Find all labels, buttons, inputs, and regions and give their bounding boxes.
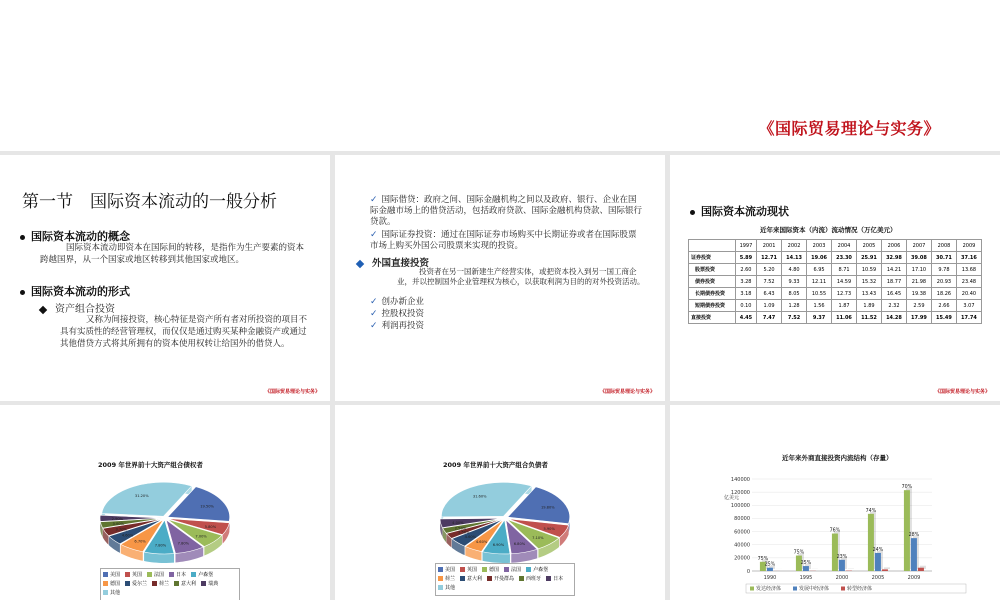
- table-row-label: 直接投资: [689, 312, 736, 324]
- legend-swatch: [519, 576, 524, 581]
- legend-swatch: [125, 581, 130, 586]
- y-tick-label: 80000: [734, 516, 750, 523]
- y-tick-label: 60000: [734, 529, 750, 536]
- legend-label: 法国: [511, 567, 522, 573]
- legend-label: 法国: [154, 572, 165, 578]
- slide-thumbnail-6[interactable]: [670, 405, 1000, 600]
- bar-data-label: 75%: [757, 556, 769, 562]
- chart-title: 近年来外商直接投资内流结构（存量）: [782, 454, 893, 462]
- pie-slice-label: 31.20%: [134, 493, 149, 498]
- legend-swatch: [487, 576, 492, 581]
- legend-label: 意大利: [467, 576, 483, 582]
- legend-swatch: [546, 576, 551, 581]
- legend-label: 爱尔兰: [132, 581, 148, 587]
- bar-data-label: 75%: [793, 550, 805, 556]
- legend-swatch: [482, 567, 487, 572]
- table-cell: 30.71: [931, 252, 956, 264]
- pie-slice-label: 5.90%: [543, 526, 555, 531]
- pie-slice-label: 7.10%: [532, 536, 544, 541]
- table-year-cell: 2003: [807, 240, 832, 252]
- table-row-label: 债券投资: [689, 276, 736, 288]
- bar-data-label: 25%: [764, 562, 776, 568]
- bar: [882, 569, 888, 571]
- legend-swatch: [460, 567, 465, 572]
- legend-label: 德国: [489, 567, 500, 573]
- table-cell: 13.43: [857, 288, 882, 300]
- legend-swatch: [103, 590, 108, 595]
- table-cell: 19.38: [906, 288, 931, 300]
- legend-swatch: [103, 572, 108, 577]
- table-row-label: 短期债券投资: [689, 300, 736, 312]
- forms-title: 国际资本流动的形式: [20, 283, 130, 299]
- y-tick-label: 100000: [730, 503, 750, 510]
- pie-slice-label: 19.80%: [540, 505, 555, 510]
- legend-label: 日本: [553, 576, 564, 582]
- slide-thumbnail-5[interactable]: [335, 405, 665, 600]
- table-cell: 21.98: [906, 276, 931, 288]
- y-tick-label: 120000: [730, 489, 750, 496]
- checkmark-icon: ✓: [370, 195, 378, 205]
- table-cell: 2.32: [881, 300, 906, 312]
- chart-title: 2009 年世界前十大资产组合债权者: [98, 461, 203, 469]
- slide-thumbnail-4[interactable]: [0, 405, 330, 600]
- bar-data-label: 28%: [908, 533, 920, 539]
- bar: [839, 560, 845, 571]
- table-cell: 9.78: [931, 264, 956, 276]
- pie-slice-label: 3.70%: [115, 527, 127, 532]
- diamond-bullet-icon: [39, 305, 47, 313]
- x-tick-label: 2000: [835, 575, 849, 581]
- table-cell: 17.10: [906, 264, 931, 276]
- y-tick-label: 140000: [730, 476, 750, 483]
- fdi-title: 外国直接投资: [357, 255, 429, 269]
- pie-slice-label: 4.60%: [464, 535, 477, 540]
- table-cell: 23.30: [832, 252, 857, 264]
- creditors-legend: [100, 568, 240, 600]
- concept-title: 国际资本流动的概念: [20, 228, 130, 244]
- bullet-icon: [690, 210, 695, 215]
- legend-swatch: [169, 572, 174, 577]
- table-row: [689, 300, 982, 312]
- table-cell: 7.52: [782, 312, 807, 324]
- slide-thumbnail-1[interactable]: [0, 155, 330, 401]
- table-cell: 17.74: [956, 312, 981, 324]
- table-cell: 25.91: [857, 252, 882, 264]
- diamond-bullet-icon: [356, 259, 364, 267]
- table-cell: 7.52: [757, 276, 782, 288]
- bar: [911, 538, 917, 571]
- table-cell: 4.80: [782, 264, 807, 276]
- legend-item: [174, 580, 196, 587]
- legend-item: [546, 575, 563, 582]
- legend-label: 意大利: [181, 581, 197, 587]
- table-row: [689, 312, 982, 324]
- pie-slice-label: 4.60%: [121, 533, 134, 538]
- legend-swatch: [841, 587, 845, 591]
- table-year-cell: 2009: [956, 240, 981, 252]
- table-cell: 14.13: [782, 252, 807, 264]
- table-cell: 20.93: [931, 276, 956, 288]
- legend-item: [460, 575, 482, 582]
- securities-item: ✓ 国际证券投资：通过在国际证券市场购买中长期证券或者在国际股票市场上购买外国公司股票来实现的投资。: [370, 230, 637, 251]
- legend-swatch: [750, 587, 754, 591]
- pie-slice-label: 2.90%: [111, 517, 124, 522]
- legend-swatch: [174, 581, 179, 586]
- bar-data-label: 76%: [829, 528, 841, 534]
- y-tick-label: 0: [746, 568, 750, 575]
- legend-item: [103, 580, 120, 587]
- pie-slice-label: 3.00%: [112, 522, 124, 527]
- capital-flow-table: [688, 239, 982, 324]
- table-cell: 1.56: [807, 300, 832, 312]
- legend-label: 开曼群岛: [494, 576, 515, 582]
- bullet-icon: [20, 290, 25, 295]
- table-cell: 1.87: [832, 300, 857, 312]
- table-cell: 3.18: [735, 288, 756, 300]
- table-cell: 18.77: [881, 276, 906, 288]
- legend-swatch: [438, 567, 443, 572]
- bar: [904, 490, 910, 571]
- legend-swatch: [147, 572, 152, 577]
- fdi-structure-bar-chart: [720, 467, 970, 597]
- table-cell: 16.45: [881, 288, 906, 300]
- table-cell: 17.99: [906, 312, 931, 324]
- bullet-icon: [20, 235, 25, 240]
- table-title: 近年来国际资本（内流）流动情况（万亿美元）: [760, 226, 897, 234]
- legend-item: [526, 566, 548, 573]
- legend-label: 卢森堡: [533, 567, 549, 573]
- pie-slice-label: 19.50%: [200, 504, 214, 509]
- pie-slice-label: 31.60%: [472, 494, 487, 499]
- table-row: [689, 276, 982, 288]
- x-tick-label: 2005: [871, 575, 885, 581]
- legend-label: 美国: [445, 567, 456, 573]
- table-cell: 14.59: [832, 276, 857, 288]
- table-cell: 5.20: [757, 264, 782, 276]
- table-year-cell: 2005: [857, 240, 882, 252]
- table-cell: 7.47: [757, 312, 782, 324]
- table-cell: 15.32: [857, 276, 882, 288]
- table-row: [689, 288, 982, 300]
- legend-swatch: [793, 587, 797, 591]
- table-cell: 3.28: [735, 276, 756, 288]
- legend-item: [487, 575, 514, 582]
- table-cell: 12.73: [832, 288, 857, 300]
- status-heading: 国际资本流动现状: [690, 203, 789, 219]
- debtors-pie-chart: [415, 473, 595, 573]
- fdi-text: 投资者在另一国新建生产经营实体，或把资本投入到另一国工商企业，并以控制国外企业管理权为核心，以获取利润为目的的对外投资活动。: [397, 267, 645, 286]
- slide-footer: 《国际贸易理论与实务》: [264, 389, 320, 395]
- fdi-item-reinvest: ✓ 利润再投资: [370, 321, 425, 331]
- legend-swatch: [438, 585, 443, 590]
- table-cell: 13.68: [956, 264, 981, 276]
- bar-data-label: 70%: [901, 485, 913, 491]
- bar: [803, 566, 809, 571]
- table-row: [689, 264, 982, 276]
- checkmark-icon: ✓: [370, 309, 378, 319]
- legend-item: [504, 566, 521, 573]
- title-slide[interactable]: [0, 0, 1000, 151]
- slide-thumbnail-3[interactable]: [670, 155, 1000, 401]
- fdi-item-equity: ✓ 控股权投资: [370, 309, 425, 319]
- slide-footer: 《国际贸易理论与实务》: [599, 389, 655, 395]
- bar-data-label: 23%: [836, 554, 848, 560]
- table-corner-cell: [689, 240, 736, 252]
- table-cell: 18.26: [931, 288, 956, 300]
- bar-shadow: [884, 567, 890, 569]
- slide-footer: 《国际贸易理论与实务》: [934, 389, 990, 395]
- bar-data-label: 24%: [872, 547, 884, 553]
- x-tick-label: 2009: [907, 575, 921, 581]
- pie-slice-label: 7.80%: [154, 543, 167, 548]
- table-cell: 1.28: [782, 300, 807, 312]
- legend-item: [191, 571, 213, 578]
- legend-label: 日本: [176, 572, 187, 578]
- table-cell: 2.66: [931, 300, 956, 312]
- table-cell: 37.16: [956, 252, 981, 264]
- legend-item: [438, 566, 455, 573]
- legend-item: [482, 566, 499, 573]
- table-cell: 10.55: [807, 288, 832, 300]
- legend-label: 其他: [110, 590, 121, 596]
- legend-item: [438, 575, 455, 582]
- bar: [767, 568, 773, 571]
- table-cell: 3.07: [956, 300, 981, 312]
- legend-label: 西班牙: [526, 576, 542, 582]
- bar-data-label: 25%: [800, 561, 812, 567]
- bar-data-label: 74%: [865, 508, 877, 514]
- pie-slice-label: 4.00%: [452, 520, 464, 525]
- legend-label: 卢森堡: [198, 572, 214, 578]
- table-cell: 5.89: [735, 252, 756, 264]
- table-year-cell: 2006: [881, 240, 906, 252]
- table-cell: 14.28: [881, 312, 906, 324]
- legend-item: [125, 580, 147, 587]
- table-cell: 10.59: [857, 264, 882, 276]
- pie-slice-label: 7.80%: [177, 541, 190, 546]
- legend-swatch: [103, 581, 108, 586]
- table-cell: 6.95: [807, 264, 832, 276]
- table-cell: 2.60: [735, 264, 756, 276]
- checkmark-icon: ✓: [370, 297, 378, 307]
- table-cell: 1.09: [757, 300, 782, 312]
- legend-label: 转型经济体: [847, 586, 873, 593]
- legend-label: 英国: [467, 567, 478, 573]
- table-header-row: [689, 240, 982, 252]
- x-tick-label: 1995: [799, 575, 813, 581]
- legend-swatch: [191, 572, 196, 577]
- table-cell: 1.89: [857, 300, 882, 312]
- legend-label: 美国: [110, 572, 121, 578]
- pie-slice-label: 6.90%: [492, 543, 505, 548]
- table-year-cell: 1997: [735, 240, 756, 252]
- table-cell: 19.06: [807, 252, 832, 264]
- legend-item: [169, 571, 186, 578]
- legend-swatch: [526, 567, 531, 572]
- legend-swatch: [504, 567, 509, 572]
- table-cell: 11.06: [832, 312, 857, 324]
- legend-label: 其他: [445, 585, 456, 591]
- legend-label: 发展中经济体: [799, 586, 830, 593]
- pie-slice-label: 4.60%: [475, 540, 488, 545]
- legend-item: [201, 580, 218, 587]
- table-row-label: 长期债券投资: [689, 288, 736, 300]
- legend-label: 德国: [110, 581, 121, 587]
- table-cell: 4.45: [735, 312, 756, 324]
- legend-swatch: [125, 572, 130, 577]
- table-year-cell: 2007: [906, 240, 931, 252]
- table-row-label: 证券投资: [689, 252, 736, 264]
- table-cell: 39.08: [906, 252, 931, 264]
- fdi-item-new-enterprise: ✓ 创办新企业: [370, 297, 425, 307]
- table-year-cell: 2008: [931, 240, 956, 252]
- legend-item: [152, 580, 169, 587]
- pie-slice-label: 2.50%: [454, 526, 467, 531]
- legend-swatch: [438, 576, 443, 581]
- table-cell: 12.71: [757, 252, 782, 264]
- legend-label: 瑞典: [208, 581, 219, 587]
- table-cell: 32.98: [881, 252, 906, 264]
- x-tick-label: 1990: [763, 575, 777, 581]
- bar: [832, 534, 838, 571]
- table-row-label: 股票投资: [689, 264, 736, 276]
- bar: [918, 568, 924, 571]
- legend-swatch: [201, 581, 206, 586]
- table-year-cell: 2001: [757, 240, 782, 252]
- legend-label: 英国: [132, 572, 143, 578]
- table-cell: 2.59: [906, 300, 931, 312]
- legend-item: [125, 571, 142, 578]
- debtors-legend: [435, 563, 575, 596]
- legend-label: 发达经济体: [756, 586, 782, 593]
- bar: [868, 514, 874, 571]
- legend-swatch: [152, 581, 157, 586]
- slide-thumbnail-2[interactable]: [335, 155, 665, 401]
- table-cell: 15.49: [931, 312, 956, 324]
- table-cell: 23.48: [956, 276, 981, 288]
- section-heading: 第一节 国际资本流动的一般分析: [22, 192, 277, 212]
- y-axis-label: 亿美元: [724, 495, 740, 501]
- legend-label: 荷兰: [159, 581, 170, 587]
- table-cell: 14.21: [881, 264, 906, 276]
- pie-slice-label: 5.80%: [204, 525, 217, 530]
- chart-title: 2009 年世界前十大资产组合负债者: [443, 461, 548, 469]
- table-cell: 12.11: [807, 276, 832, 288]
- table-row: [689, 252, 982, 264]
- table-cell: 9.33: [782, 276, 807, 288]
- y-tick-label: 20000: [734, 555, 750, 562]
- table-cell: 8.71: [832, 264, 857, 276]
- legend-item: [519, 575, 541, 582]
- legend-label: 荷兰: [445, 576, 456, 582]
- concept-text: 国际资本流动即资本在国际间的转移，是指作为生产要素的资本跨越国界，从一个国家或地区转移到其他国家或地区。: [40, 243, 305, 265]
- legend-swatch: [460, 576, 465, 581]
- loan-item: ✓ 国际借贷：政府之间、国际金融机构之间以及政府、银行、企业在国际金融市场上的借贷活动，包括政府贷款、国际金融机构贷款、国际银行贷款。: [370, 195, 643, 227]
- table-cell: 6.43: [757, 288, 782, 300]
- legend-item: [103, 571, 120, 578]
- legend-item: [438, 584, 455, 591]
- legend-item: [147, 571, 164, 578]
- portfolio-title: 资产组合投资: [40, 300, 115, 315]
- legend-item: [103, 589, 120, 596]
- book-logo: 《国际贸易理论与实务》: [758, 119, 940, 138]
- table-cell: 20.40: [956, 288, 981, 300]
- creditors-pie-chart: [75, 473, 255, 573]
- portfolio-text: 又称为间接投资，核心特征是资产所有者对所投资的项目不具有实质性的经营管理权，而仅仅是通过购买某种金融资产或通过其他借贷方式将其所拥有的资本使用权转让给国外的借贷人。: [60, 315, 308, 349]
- table-year-cell: 2002: [782, 240, 807, 252]
- checkmark-icon: ✓: [370, 321, 378, 331]
- pie-slice-label: 6.80%: [513, 542, 526, 547]
- table-cell: 11.52: [857, 312, 882, 324]
- bar: [875, 553, 881, 571]
- table-year-cell: 2004: [832, 240, 857, 252]
- pie-slice-label: 6.70%: [134, 539, 146, 544]
- legend-item: [460, 566, 477, 573]
- table-cell: 9.37: [807, 312, 832, 324]
- pie-slice-label: 2.50%: [458, 530, 470, 535]
- pie-slice-label: 7.00%: [195, 534, 207, 539]
- table-cell: 0.10: [735, 300, 756, 312]
- y-tick-label: 40000: [734, 542, 750, 549]
- table-cell: 8.05: [782, 288, 807, 300]
- checkmark-icon: ✓: [370, 230, 378, 240]
